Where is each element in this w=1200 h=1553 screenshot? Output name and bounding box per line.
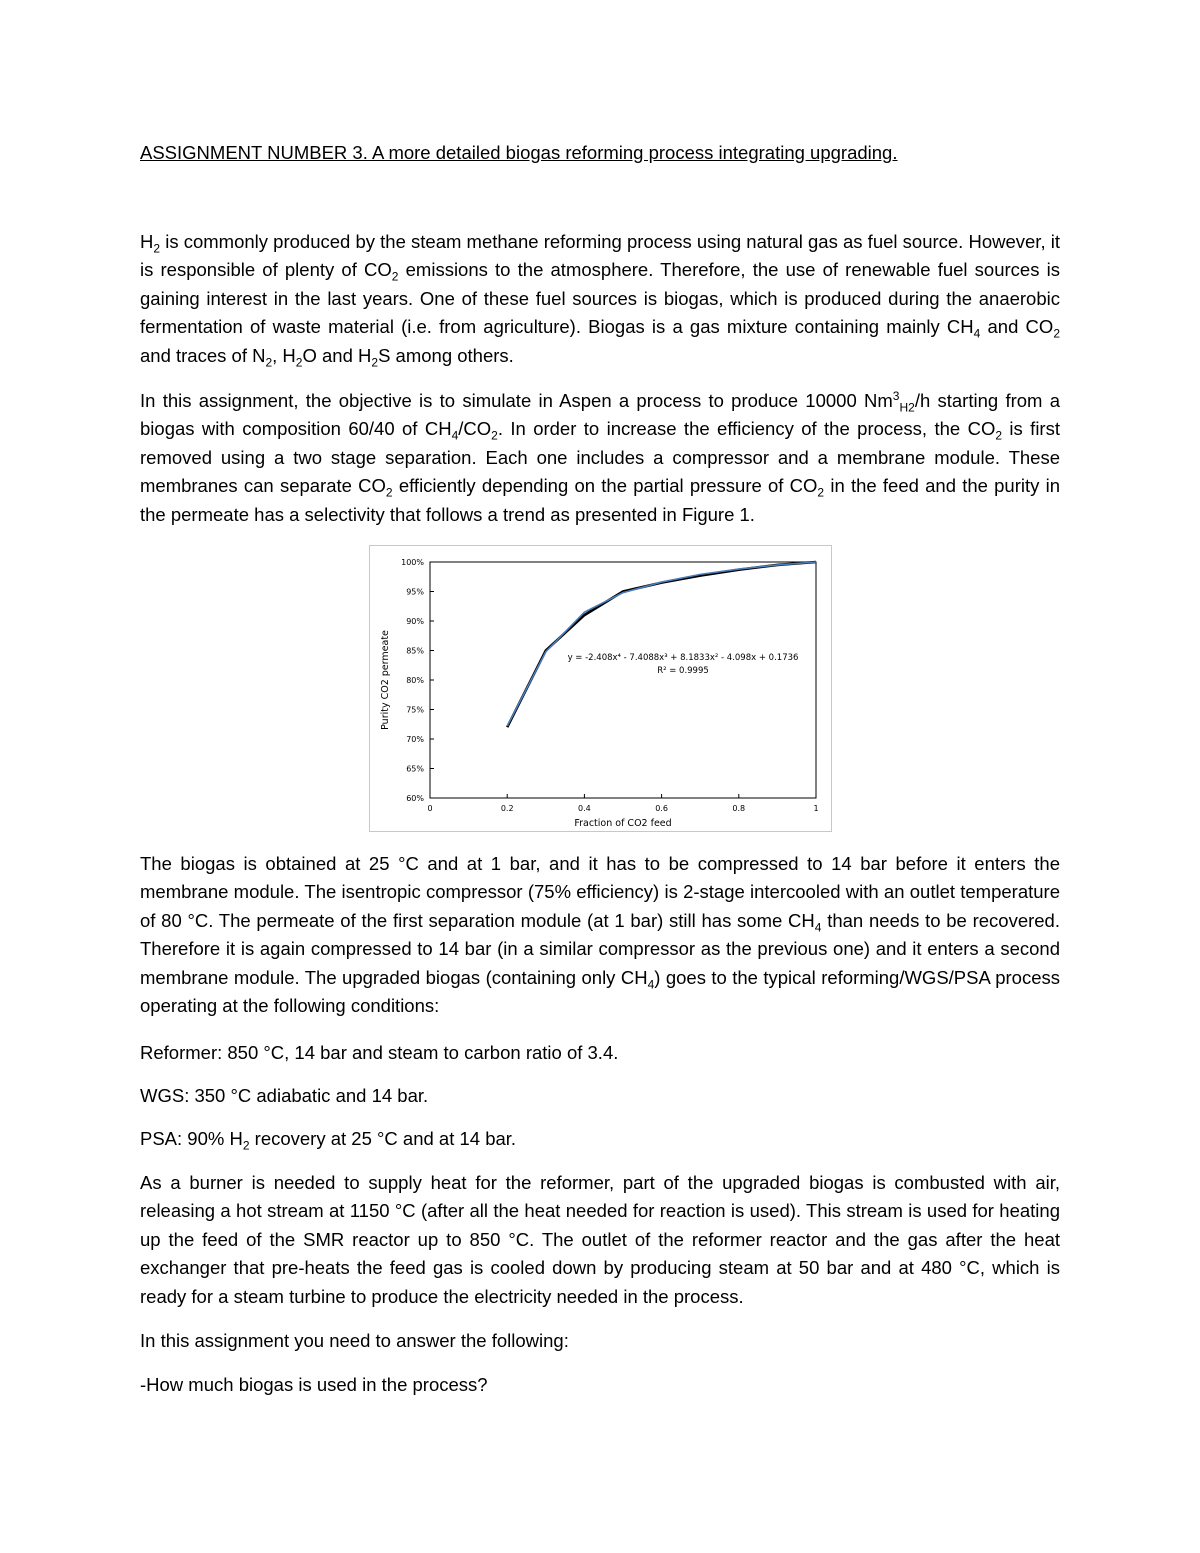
r-squared: R² = 0.9995 <box>657 666 709 676</box>
x-tick-label: 0.4 <box>578 804 591 813</box>
reformer-conditions: Reformer: 850 °C, 14 bar and steam to carbon ratio of 3.4. <box>140 1042 619 1063</box>
series-line-fit <box>507 562 816 726</box>
y-tick-label: 90% <box>406 617 424 626</box>
x-axis-label: Fraction of CO2 feed <box>574 818 672 829</box>
y-tick-label: 75% <box>406 705 424 715</box>
questions-intro: In this assignment you need to answer the following: <box>140 1330 569 1351</box>
y-tick-label: 65% <box>406 764 424 774</box>
chart-svg <box>370 546 831 831</box>
objective-paragraph: In this assignment, the objective is to simulate in Aspen a process to produce 10000 $Nm^3_{H2}/h$ starting from a biogas with composition 60/40 of $CH_4/CO_2$. In order to increase the efficiency of the process, the $CO_2$ is first removed using a two stage separation. Each one includes a compressor and a membrane module. These membranes can separate $CO_2$ efficiently depending on the partial pressure of $CO_2$ in the feed and the purity in the permeate has a selectivity that follows a trend as presented in Figure 1. <box>140 388 1060 525</box>
assignment-title: ASSIGNMENT NUMBER 3. A more detailed biogas reforming process integrating upgrading. <box>140 142 898 163</box>
x-tick-label: 0.6 <box>655 804 668 813</box>
x-tick-label: 1 <box>813 804 819 813</box>
y-axis-label: Purity CO2 permeate <box>380 630 391 730</box>
y-tick-label: 80% <box>406 676 424 685</box>
figure-1-chart <box>369 545 832 832</box>
y-tick-label: 100% <box>401 558 424 567</box>
question-1: -How much biogas is used in the process? <box>140 1374 488 1395</box>
y-axis-ticks <box>401 558 434 803</box>
y-tick-label: 60% <box>406 794 424 803</box>
x-tick-label: 0 <box>427 804 433 813</box>
psa-conditions: PSA: 90% $H_2$ recovery at 25 °C and at 14 bar. <box>140 1128 517 1153</box>
plot-area <box>430 562 816 798</box>
y-tick-label: 85% <box>406 646 424 656</box>
wgs-conditions: WGS: 350 °C adiabatic and 14 bar. <box>140 1085 429 1106</box>
y-tick-label: 95% <box>406 587 424 597</box>
y-tick-label: 70% <box>406 735 424 744</box>
x-tick-label: 0.8 <box>732 804 746 813</box>
process-paragraph: The biogas is obtained at 25 °C and at 1 bar, and it has to be compressed to 14 bar before it enters the membrane module. The isentropic compressor (75% efficiency) is 2-stage intercooled with an outlet temperature of 80 °C. The permeate of the first separation module (at 1 bar) still has some $CH_4$ than needs to be recovered. Therefore it is again compressed to 14 bar (in a similar compressor as the previous one) and it enters a second membrane module. The upgraded biogas (containing only $CH_4$) goes to the typical reforming/WGS/PSA process operating at the following conditions: <box>140 853 1060 1017</box>
series-layer <box>507 562 816 727</box>
x-axis-ticks <box>427 794 818 813</box>
x-tick-label: 0.2 <box>500 804 514 813</box>
burner-paragraph: As a burner is needed to supply heat for the reformer, part of the upgraded biogas is combusted with air, releasing a hot stream at 1150 °C (after all the heat needed for reaction is used). This stream is used for heating up the feed of the SMR reactor up to 850 °C. The outlet of the reformer reactor and the gas after the heat exchanger that pre-heats the feed gas is cooled down by producing steam at 50 bar and at 480 °C, which is ready for a steam turbine to produce the electricity needed in the process. <box>140 1172 1060 1307</box>
trend-equation: y = -2.408x⁴ - 7.4088x³ + 8.1833x² - 4.098x + 0.1736 <box>567 653 799 663</box>
intro-paragraph: $H_2$ is commonly produced by the steam methane reforming process using natural gas as fuel source. However, it is responsible of plenty of $CO_2$ emissions to the atmosphere. Therefore, the use of renewable fuel sources is gaining interest in the last years. One of these fuel sources is biogas, which is produced during the anaerobic fermentation of waste material (i.e. from agriculture). Biogas is a gas mixture containing mainly $CH_4$ and $CO_2$ and traces of $N_2$, $H_2O$ and $H_2S$ among others. <box>140 231 1060 370</box>
